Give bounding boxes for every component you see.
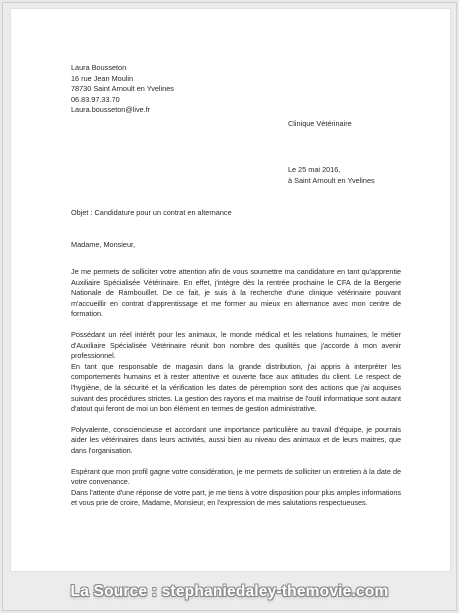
- paragraph-qualities: Polyvalente, consciencieuse et accordant une importance particulière au travail d'équipe, je pourrais aider les vétérinaires dans leurs activités, aussi bien au niveau des animaux et de leurs maitres, que dans l'organisation.: [71, 424, 401, 455]
- paragraph-experience: En tant que responsable de magasin dans la grande distribution, j'ai appris à interpréter les comportements humains et à rester attentive et ouverte face aux attitudes du client. Le respect de l'hygiène, de la sécurité et la vérification les dates de péremption sont des actions que j'ai acquises suivant des procédures strictes. La gestion des rayons et ma maitrise de l'outil informatique sont autant d'atout qui feront de moi un bon élément en termes de gestion administrative.: [71, 361, 401, 414]
- cover-letter: [71, 63, 401, 508]
- paragraph-intro: Je me permets de solliciter votre attention afin de vous soumettre ma candidature en tant qu'apprentie Auxiliaire Spécialisée Vétérinaire. En effet, j'intègre dès la rentrée prochaine le CFA de la Bergerie Nationale de Rambouillet. De ce fait, je suis à la recherche d'une clinique vétérinaire pouvant m'accueillir en contrat d'apprentissage et me former au mieux en alternance avec mon centre de formation.: [71, 267, 401, 319]
- letter-page: [11, 9, 450, 571]
- date-block: [288, 165, 375, 186]
- subject-line: Objet : Candidature pour un contrat en alternance: [71, 208, 232, 217]
- paragraph-closing: Dans l'attente d'une réponse de votre part, je me tiens à votre disposition pour plus amples informations et vous prie de croire, Madame, Monsieur, en l'expression de mes salutations respectueuses.: [71, 487, 401, 508]
- sender-street: 16 rue Jean Moulin: [71, 73, 134, 83]
- paragraph-interest: Possédant un réel intérêt pour les animaux, le monde médical et les relations humaines, le métier d'Auxiliaire Spécialisée Vétérinaire réunit bon nombre des qualités que j'accorde à mon avenir professionnel.: [71, 329, 401, 361]
- place-line: à Saint Arnoult en Yvelines: [288, 175, 375, 185]
- sender-block: [71, 63, 401, 116]
- letter-body: [71, 267, 401, 519]
- recipient-name: Clinique Vétérinaire: [288, 119, 352, 128]
- sender-name: Laura Bousseton: [71, 63, 127, 72]
- date-line: Le 25 mai 2016,: [288, 165, 341, 174]
- source-caption: La Source : stephaniedaley-themovie.com: [70, 583, 389, 600]
- sender-phone: 06.83.97.33.70: [71, 94, 120, 104]
- sender-email: Laura.bousseton@live.fr: [71, 105, 151, 115]
- sender-city: 78730 Saint Arnoult en Yvelines: [71, 84, 174, 94]
- salutation: Madame, Monsieur,: [71, 240, 136, 249]
- image-frame: [2, 2, 457, 611]
- paragraph-interview: Espérant que mon profil gagne votre considération, je me permets de solliciter un entretien à la date de votre convenance.: [71, 466, 401, 487]
